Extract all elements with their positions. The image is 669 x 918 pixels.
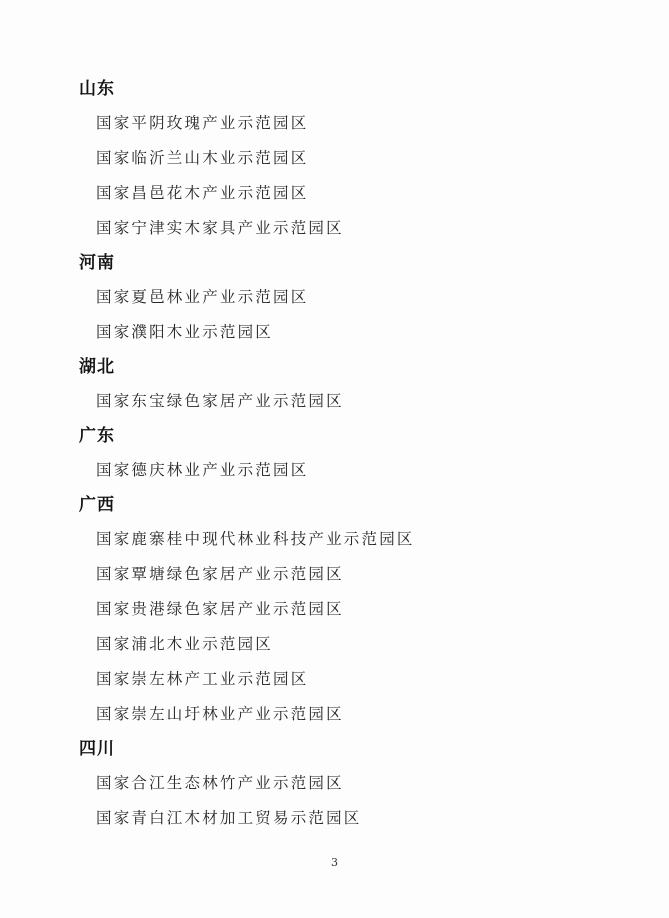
park-item: 国家德庆林业产业示范园区 [96,461,309,479]
park-item: 国家合江生态林竹产业示范园区 [96,774,344,792]
section-henan [0,246,669,350]
province-heading: 四川 [79,739,115,759]
section-hubei [0,350,669,419]
park-item: 国家覃塘绿色家居产业示范园区 [96,565,344,583]
province-heading: 广西 [79,495,115,515]
park-item: 国家浦北木业示范园区 [96,635,274,653]
park-item: 国家宁津实木家具产业示范园区 [96,219,344,237]
park-item: 国家青白江木材加工贸易示范园区 [96,809,362,827]
park-item: 国家崇左林产工业示范园区 [96,670,309,688]
park-item: 国家濮阳木业示范园区 [96,323,274,341]
section-guangdong [0,419,669,488]
park-item: 国家夏邑林业产业示范园区 [96,288,309,306]
park-item: 国家平阴玫瑰产业示范园区 [96,114,309,132]
province-heading: 湖北 [79,357,115,377]
park-item: 国家鹿寨桂中现代林业科技产业示范园区 [96,530,415,548]
province-heading: 河南 [79,253,115,273]
park-item: 国家崇左山圩林业产业示范园区 [96,705,344,723]
province-heading: 山东 [79,79,115,99]
park-item: 国家东宝绿色家居产业示范园区 [96,392,344,410]
park-list [0,72,669,836]
section-sichuan [0,732,669,836]
section-shandong [0,72,669,246]
section-guangxi [0,488,669,732]
park-item: 国家昌邑花木产业示范园区 [96,184,309,202]
province-heading: 广东 [79,426,115,446]
park-item: 国家临沂兰山木业示范园区 [96,149,309,167]
page-number: 3 [331,856,338,869]
park-item: 国家贵港绿色家居产业示范园区 [96,600,344,618]
